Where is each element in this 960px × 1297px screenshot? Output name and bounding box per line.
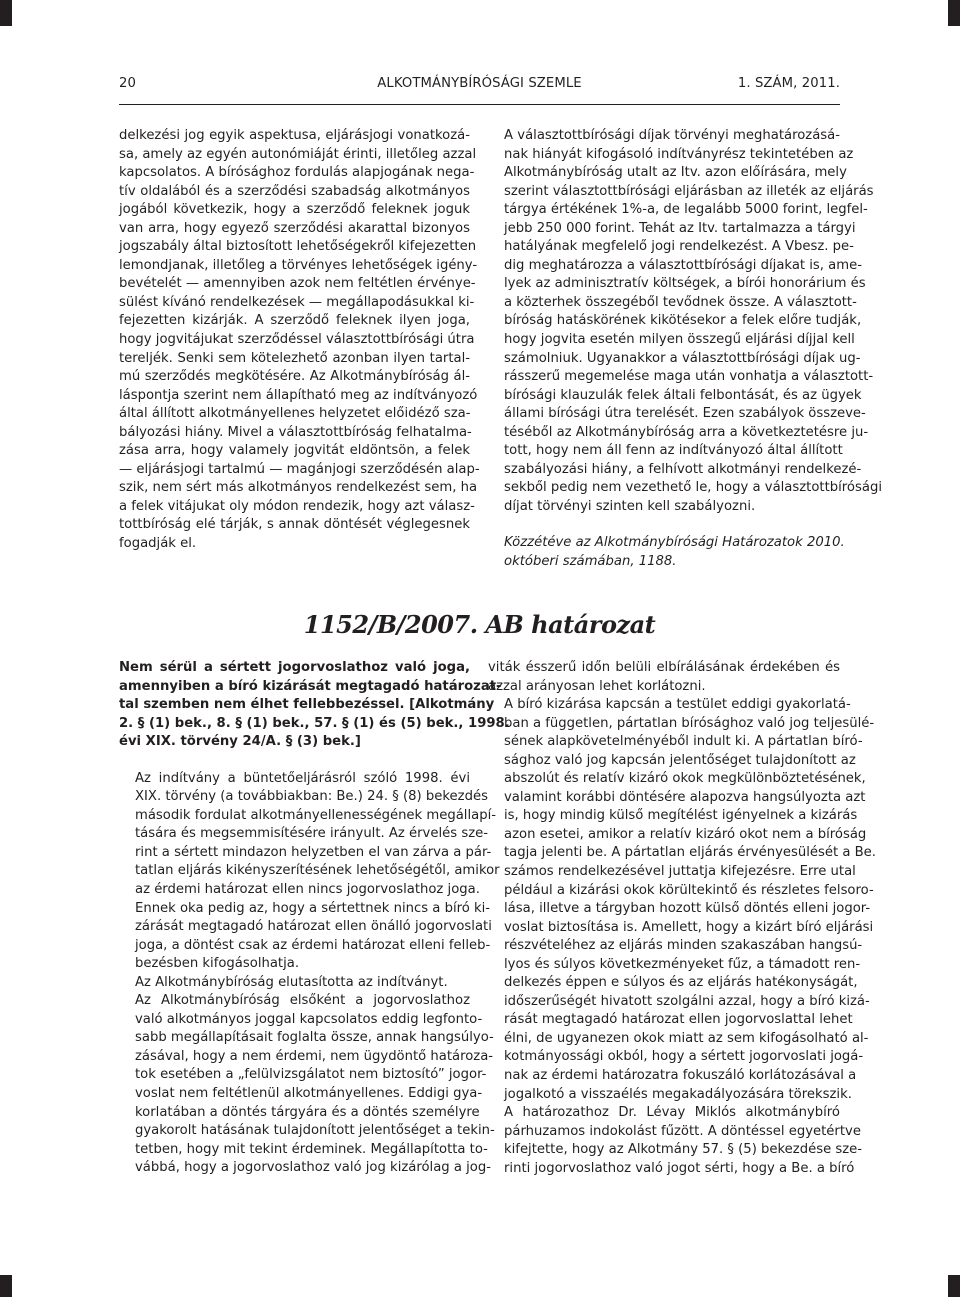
text-line: tárgya értékének 1%-a, de legalább 5000 forint, legfel- xyxy=(504,202,868,218)
text-line: A bíró kizárása kapcsán a testület eddigi gyakorlatá- xyxy=(504,697,851,713)
text-line: fejezetten kizárják. A szerződő feleknek ilyen joga, xyxy=(119,313,470,329)
text-line: XIX. törvény (a továbbiakban: Be.) 24. § (8) bekezdés xyxy=(135,789,488,805)
text-line: ban a független, pártatlan bírósághoz való jog teljesülé- xyxy=(504,715,875,731)
text-line: Az Alkotmánybíróság elutasította az indítványt. xyxy=(135,974,448,990)
text-line: lyek az adminisztratív költségek, a bírói honorárium és xyxy=(504,276,866,292)
crop-mark-bottom-right xyxy=(948,1275,960,1297)
column-bottom-right xyxy=(488,659,876,1178)
text-line: párhuzamos indokolást fűzött. A döntéssel egyetértve xyxy=(504,1123,861,1139)
text-line: kifejtette, hogy az Alkotmány 57. § (5) bekezdése sze- xyxy=(504,1142,863,1158)
text-line: tal szemben nem élhet fellebbezéssel. [Alkotmány xyxy=(119,697,495,713)
text-line: joga, a döntést csak az érdemi határozat elleni felleb- xyxy=(135,937,491,953)
text-line: gyakorolt hatásának tulajdonított jelentőséget a tekin- xyxy=(135,1123,495,1139)
text-line: voslat biztosítása is. Amellett, hogy a kizárt bíró eljárási xyxy=(504,919,874,935)
text-line: élni, de ugyanezen okok miatt az sem kifogásolható al- xyxy=(504,1030,869,1046)
crop-mark-top-right xyxy=(948,0,960,26)
text-line: időszerűségét hivatott szolgálni azzal, hogy a bíró kizá- xyxy=(504,993,870,1009)
text-line: lemondjanak, illetőleg a törvényes lehetőségek igény- xyxy=(119,257,478,273)
text-line: voslat nem feltétlenül alkotmányellenes. Eddigi gya- xyxy=(135,1086,483,1102)
paragraph xyxy=(119,127,480,554)
text-line: tetben, hogy mit tekint érdeminek. Megállapította to- xyxy=(135,1141,488,1157)
text-line: bezésben kifogásolhatja. xyxy=(135,956,300,972)
text-line: tok esetében a „felülvizsgálatot nem biztosító” jogor- xyxy=(135,1067,487,1083)
text-line: rását megtagadó határozat ellen jogorvoslattal lehet xyxy=(504,1012,853,1028)
text-line: téséből az Alkotmánybíróság arra a következtetésre ju- xyxy=(504,424,869,440)
text-line: számos rendelkezésével juttatja kifejezésre. Erre utal xyxy=(504,864,856,880)
header-rule xyxy=(119,104,840,105)
text-line: tív oldalából és a szerződési szabadság alkotmányos xyxy=(119,183,470,199)
paragraph xyxy=(488,1104,863,1178)
publication-note xyxy=(488,534,845,571)
text-line: évi XIX. törvény 24/A. § (3) bek.] xyxy=(119,734,361,750)
text-line: amennyiben a bíró kizárását megtagadó határozat- xyxy=(119,678,502,694)
running-header xyxy=(119,76,840,98)
text-line: például a kizárási okok körültekintő és részletes felsoro- xyxy=(504,882,874,898)
text-line: A választottbírósági díjak törvényi meghatározásá- xyxy=(504,128,840,143)
text-line: tására és megsemmisítésére irányult. Az érvelés sze- xyxy=(135,826,488,842)
text-line: sághoz való jog kapcsán jelentőséget tulajdonított az xyxy=(504,752,856,768)
paragraph xyxy=(488,127,882,516)
text-line: kotmányossági okból, hogy a sértett jogorvoslati jogá- xyxy=(504,1049,864,1065)
text-line: nak az érdemi határozatra fokuszáló korlátozásával a xyxy=(504,1068,857,1084)
text-line: jebb 250 000 forint. Tehát az Itv. tartalmazza a tárgyi xyxy=(504,220,856,236)
text-line: sekből pedig nem vezethető le, hogy a választottbírósági xyxy=(504,480,882,496)
text-line: sa, amely az egyén autonómiáját érinti, illetőleg azzal xyxy=(119,146,477,162)
text-line: mú szerződés megkötésére. Az Alkotmánybíróság ál- xyxy=(119,369,470,385)
paragraph xyxy=(488,696,876,1104)
text-line: hogy jogvitájukat szerződéssel választottbírósági útra xyxy=(119,332,475,348)
text-line: szerint választottbírósági eljárásban az illeték az eljárás xyxy=(504,183,874,199)
text-line: Nem sérül a sértett jogorvoslathoz való joga, xyxy=(119,660,470,675)
text-line: tott, hogy nem áll fenn az indítványozó által állított xyxy=(504,443,843,459)
text-line: a felek vitájukat oly módon rendezik, hogy azt válasz- xyxy=(119,498,475,514)
text-line: zásával, hogy a nem érdemi, nem ügydöntő határoza- xyxy=(135,1048,494,1064)
text-line: rinti jogorvoslathoz való jogot sérti, hogy a Be. a bíró xyxy=(504,1160,855,1176)
paragraph xyxy=(119,992,495,1177)
text-line: nak hiányát kifogásoló indítványrész tekintetében az xyxy=(504,146,854,162)
paragraph xyxy=(488,659,840,696)
text-line: lyos és súlyos következményeket fűz, a támadott ren- xyxy=(504,956,861,972)
text-line: díjat törvényi szinten kell szabályozni. xyxy=(504,498,756,514)
text-line: hatályának megfelelő jogi rendelkezést. A Vbesz. pe- xyxy=(504,239,854,255)
column-top-left xyxy=(119,127,480,554)
text-line: bírósági klauzulák felek általi felbontását, és az ügyek xyxy=(504,387,862,403)
text-line: dig meghatározza a választottbírósági díjakat is, ame- xyxy=(504,257,862,273)
text-line: fogadják el. xyxy=(119,536,197,552)
text-line: azzal arányosan lehet korlátozni. xyxy=(488,678,706,694)
paragraph xyxy=(119,974,470,993)
text-line: lása, illetve a tárgyban hozott külső döntés elleni jogor- xyxy=(504,901,871,917)
text-line: Az indítvány a büntetőeljárásról szóló 1998. évi xyxy=(135,770,470,786)
text-line: második fordulat alkotmányellenességének megállapí- xyxy=(135,807,496,823)
paragraph xyxy=(119,770,500,974)
text-line: Közzétéve az Alkotmánybírósági Határozatok 2010. xyxy=(504,535,845,551)
text-line: Ennek oka pedig az, hogy a sértettnek nincs a bíró ki- xyxy=(135,900,491,916)
text-line: rint a sértett mindazon helyzetben el van zárva a pár- xyxy=(135,844,492,860)
text-line: 2. § (1) bek., 8. § (1) bek., 57. § (1) és (5) bek., 1998. xyxy=(119,715,510,731)
text-line: abszolút és relatív kizáró okok megkülönböztetésének, xyxy=(504,771,866,787)
text-line: bályozási hiány. Mivel a választottbíróság felhatalma- xyxy=(119,424,472,440)
text-line: az érdemi határozat ellen nincs jogorvoslathoz joga. xyxy=(135,882,480,898)
text-line: sülést kívánó rendelkezések — megállapodásukkal ki- xyxy=(119,294,475,310)
text-line: állami bírósági útra terelését. Ezen szabályok összeve- xyxy=(504,406,866,422)
text-line: tereljék. Senki sem kötelezhető azonban ilyen tartal- xyxy=(119,350,470,366)
text-line: bíróság hatáskörének kikötésekor a felek előre tudják, xyxy=(504,313,862,329)
text-line: hogy jogvita esetén milyen összegű eljárási díjjal kell xyxy=(504,332,855,348)
text-line: szik, nem sért más alkotmányos rendelkezést sem, ha xyxy=(119,480,478,496)
text-line: Az Alkotmánybíróság elsőként a jogorvoslathoz xyxy=(135,993,470,1009)
text-line: számolniuk. Ugyanakkor a választottbírósági díjak ug- xyxy=(504,350,861,366)
text-line: által állított alkotmányellenes helyzetet előidéző sza- xyxy=(119,406,471,422)
text-line: zása arra, hogy valamely jogvitát eldöntsön, a felek xyxy=(119,443,470,459)
text-line: jogszabály által biztosított lehetőségekről kifejezetten xyxy=(119,239,477,255)
text-line: a közterhek összegéből tevődnek össze. A választott- xyxy=(504,294,857,310)
text-line: szabályozási hiány, a felhívott alkotmányi rendelkezé- xyxy=(504,461,862,477)
decision-title: 1152/B/2007. AB határozat xyxy=(303,610,656,639)
text-line: láspontja szerint nem állapítható meg az indítványozó xyxy=(119,387,478,403)
journal-title: ALKOTMÁNYBÍRÓSÁGI SZEMLE xyxy=(377,76,582,91)
text-line: kapcsolatos. A bírósághoz fordulás alapjogának nega- xyxy=(119,165,475,181)
text-line: jogából következik, hogy a szerződő feleknek joguk xyxy=(119,202,470,218)
text-line: korlatában a döntés tárgyára és a döntés személyre xyxy=(135,1104,480,1120)
text-line: is, hogy mindig külső megítélést igényelnek a kizárás xyxy=(504,808,858,824)
text-line: való alkotmányos joggal kapcsolatos eddig legfonto- xyxy=(135,1011,483,1027)
text-line: vábbá, hogy a jogorvoslathoz való jog kizárólag a jog- xyxy=(135,1160,492,1176)
text-line: részvételéhez az eljárás minden szakaszában hangsú- xyxy=(504,938,863,954)
text-line: tatlan eljárás kikényszerítésének lehetőségétől, amikor xyxy=(135,863,500,879)
crop-mark-top-left xyxy=(0,0,12,26)
headnote xyxy=(119,659,510,752)
text-line: van arra, hogy egyező szerződési akarattal bizonyos xyxy=(119,220,470,236)
text-line: — eljárásjogi tartalmú — magánjogi szerződésén alap- xyxy=(119,461,480,477)
text-line: A határozathoz Dr. Lévay Miklós alkotmánybíró xyxy=(504,1105,840,1121)
text-line: tagja jelenti be. A pártatlan eljárás érvényesülését a Be. xyxy=(504,845,876,861)
text-line: azon esetei, amikor a relatív kizáró okot nem a bíróság xyxy=(504,826,867,842)
text-line: rásszerű megemelése maga után vonhatja a választott- xyxy=(504,369,874,385)
crop-mark-bottom-left xyxy=(0,1275,12,1297)
text-line: viták ésszerű időn belüli elbírálásának érdekében és xyxy=(488,660,840,675)
text-line: bevételét — amennyiben azok nem feltétlen érvénye- xyxy=(119,276,476,292)
issue-label: 1. SZÁM, 2011. xyxy=(737,76,840,91)
column-top-right xyxy=(488,127,882,572)
text-line: jogalkotó a visszaélés megakadályozására törekszik. xyxy=(504,1086,852,1102)
text-line: Alkotmánybíróság utalt az Itv. azon előírására, mely xyxy=(504,165,847,181)
text-line: delkezési jog egyik aspektusa, eljárásjogi vonatkozá- xyxy=(119,128,470,143)
text-line: sének alapkövetelményéből indult ki. A pártatlan bíró- xyxy=(504,734,863,750)
text-line: valamint korábbi döntésére alapozva hangsúlyozta azt xyxy=(504,789,866,805)
page-number: 20 xyxy=(119,76,136,91)
text-line: tottbíróság elé tárják, s annak döntését véglegesnek xyxy=(119,517,470,533)
text-line: októberi számában, 1188. xyxy=(504,554,677,570)
text-line: sabb megállapításait foglalta össze, annak hangsúlyo- xyxy=(135,1030,494,1046)
text-line: zárását megtagadó határozat ellen önálló jogorvoslati xyxy=(135,919,492,935)
text-line: delkezés éppen e súlyos és az eljárás hatékonyságát, xyxy=(504,975,858,991)
column-bottom-left xyxy=(119,659,510,1178)
